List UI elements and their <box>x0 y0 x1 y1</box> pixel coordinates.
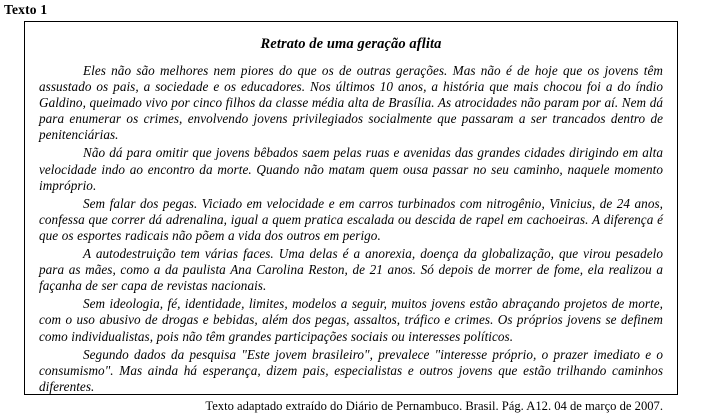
paragraph: A autodestruição tem várias faces. Uma delas é a anorexia, doença da globalização, que virou pesadelo para as mães, como a da paulista Ana Carolina Reston, de 21 anos. Só depois de morrer de fome, ela realizou a façanha de ser capa de revistas nacionais. <box>39 246 663 294</box>
text-label: Texto 1 <box>4 2 48 17</box>
paragraph: Sem ideologia, fé, identidade, limites, modelos a seguir, muitos jovens estão abraçando projetos de morte, com o uso abusivo de drogas e bebidas, além dos pegas, assaltos, tráfico e crimes. Os próprios jovens se definem como individualistas, pois não têm grandes participações sociais ou interesses políticos. <box>39 296 663 344</box>
text-title: Retrato de uma geração aflita <box>260 36 442 52</box>
text-box <box>24 21 678 413</box>
paragraph: Segundo dados da pesquisa "Este jovem brasileiro", prevalece "interesse próprio, o prazer imediato e o consumismo". Mas ainda há esperança, dizem pais, especialistas e outros jovens que estão trilhando caminhos diferentes. <box>39 346 663 394</box>
paragraph: Eles não são melhores nem piores do que os de outras gerações. Mas não é de hoje que os jovens têm assustado os pais, a sociedade e os educadores. Nos últimos 10 anos, a história que mais chocou foi a do índio Galdino, queimado vivo por cinco filhos da classe média alta de Brasília. As atrocidades não param por aí. Nem dá para enumerar os crimes, envolvendo jovens privilegiados socialmente que passaram a ser trancados dentro de penitenciárias. <box>39 63 663 143</box>
source-citation: Texto adaptado extraído do Diário de Pernambuco. Brasil. Pág. A12. 04 de março de 2007. <box>205 398 663 413</box>
paragraph: Sem falar dos pegas. Viciado em velocidade e em carros turbinados com nitrogênio, Vinicius, de 24 anos, confessa que correr dá adrenalina, igual a quem pratica escalada ou descida de rapel em cachoeiras. A diferença é que os esportes radicais não põem a vida dos outros em perigo. <box>39 195 663 243</box>
paragraph: Não dá para omitir que jovens bêbados saem pelas ruas e avenidas das grandes cidades dirigindo em alta velocidade indo ao encontro da morte. Quando não matam quem ousa passar no seu caminho, naquele momento impróprio. <box>39 145 663 193</box>
